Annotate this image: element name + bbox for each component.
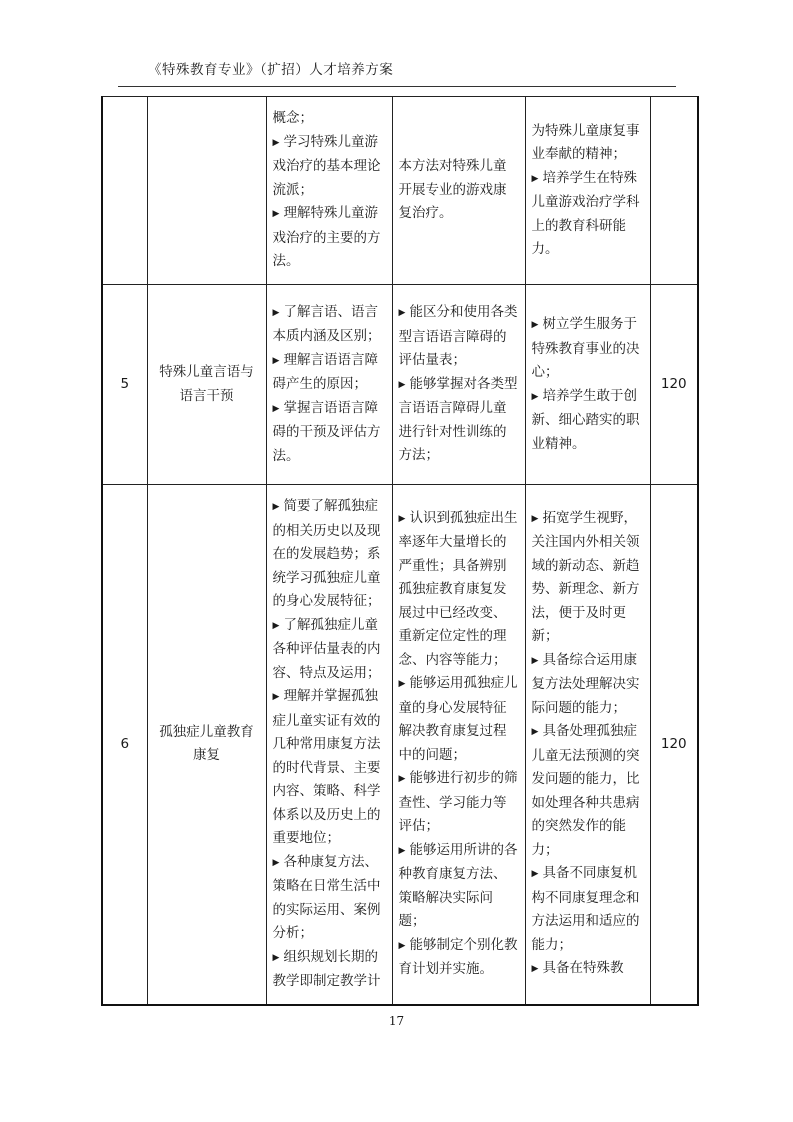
knowledge-item: ▶ 了解孤独症儿童各种评估量表的内容、特点及运用； — [272, 616, 381, 681]
quality-item: ▶ 具备处理孤独症儿童无法预测的突发问题的能力，比如处理各种共患病的突然发作的能力； — [531, 723, 640, 858]
knowledge-cell — [266, 285, 392, 485]
quality-item: ▶ 具备在特殊教 — [532, 957, 644, 982]
bullet-triangle-icon: ▶ — [531, 655, 539, 666]
bullet-triangle-icon: ▶ — [398, 845, 406, 856]
bullet-triangle-icon: ▶ — [272, 502, 280, 512]
course-hours: 120 — [650, 485, 698, 1005]
ability-item: ▶ 认识到孤独症出生率逐年大量增长的严重性；具备辨别孤独症教育康复发展过中已经改变、重新定位定性的理念、内容等能力； — [398, 509, 518, 668]
quality-cell — [525, 285, 650, 485]
quality-item: ▶ 拓宽学生视野，关注国内外相关领域的新动态、新趋势、新理念、新方法，便于及时更新； — [531, 509, 640, 645]
course-number: 6 — [102, 485, 147, 1005]
header-rule — [118, 86, 676, 87]
ability-item: ▶ 能区分和使用各类型言语语言障碍的评估量表； — [398, 304, 518, 369]
knowledge-item: ▶ 学习特殊儿童游戏治疗的基本理论流派； — [272, 133, 381, 198]
table-row — [102, 485, 698, 1005]
ability-item: ▶ 能够掌握对各类型言语语言障碍儿童进行针对性训练的方法； — [398, 375, 518, 464]
quality-item: ▶ 树立学生服务于特殊教育事业的决心； — [531, 316, 640, 380]
knowledge-item: ▶ 简要了解孤独症的相关历史以及现在的发展趋势；系统学习孤独症儿童的身心发展特征； — [272, 498, 381, 609]
bullet-triangle-icon: ▶ — [531, 964, 539, 975]
ability-cell — [392, 285, 525, 485]
bullet-triangle-icon: ▶ — [272, 307, 280, 318]
ability-item: ▶ 能够运用所讲的各种教育康复方法、策略解决实际问题； — [398, 841, 518, 930]
bullet-triangle-icon: ▶ — [398, 774, 406, 785]
bullet-triangle-icon: ▶ — [531, 869, 539, 880]
bullet-triangle-icon: ▶ — [398, 513, 406, 524]
course-number — [102, 97, 147, 285]
course-hours: 120 — [650, 285, 698, 485]
knowledge-item: ▶ 理解并掌握孤独症儿童实证有效的几种常用康复方法的时代背景、主要内容、策略、科学体系以及历史上的重要地位； — [272, 688, 381, 846]
bullet-triangle-icon: ▶ — [531, 391, 539, 402]
bullet-triangle-icon: ▶ — [272, 692, 280, 702]
knowledge-item: ▶ 掌握言语语言障碍的干预及评估方法。 — [272, 399, 381, 464]
ability-item: ▶ 能够进行初步的筛查性、学习能力等评估； — [398, 770, 518, 835]
course-name: 特殊儿童言语与语言干预 — [147, 285, 266, 485]
quality-item: ▶ 具备综合运用康复方法处理解决实际问题的能力； — [531, 651, 640, 716]
bullet-triangle-icon: ▶ — [398, 940, 406, 951]
quality-item: ▶ 培养学生在特殊儿童游戏治疗学科上的教育科研能力。 — [531, 169, 640, 257]
bullet-triangle-icon: ▶ — [398, 308, 406, 319]
ability-item: 本方法对特殊儿童开展专业的游戏康复治疗。 — [398, 158, 507, 222]
bullet-triangle-icon: ▶ — [272, 620, 280, 631]
ability-item: ▶ 能够制定个别化教育计划并实施。 — [398, 936, 518, 978]
knowledge-item: ▶ 理解言语语言障碍产生的原因； — [272, 351, 378, 393]
knowledge-item: ▶ 组织规划长期的教学即制定教学计 — [272, 948, 381, 989]
document-header: 《特殊教育专业》（扩招）人才培养方案 — [148, 62, 394, 78]
bullet-triangle-icon: ▶ — [531, 513, 539, 524]
bullet-triangle-icon: ▶ — [272, 857, 280, 868]
bullet-triangle-icon: ▶ — [531, 727, 539, 738]
quality-item: ▶ 培养学生敢于创新、细心踏实的职业精神。 — [531, 387, 640, 452]
bullet-triangle-icon: ▶ — [272, 209, 280, 220]
quality-item: 为特殊儿童康复事业奉献的精神； — [531, 122, 640, 162]
bullet-triangle-icon: ▶ — [398, 679, 406, 690]
knowledge-cell — [266, 485, 392, 1005]
table-row — [102, 285, 698, 485]
knowledge-item: ▶ 了解言语、语言本质内涵及区别； — [272, 303, 381, 345]
course-hours — [650, 97, 698, 285]
quality-cell — [525, 97, 650, 285]
ability-item: ▶ 能够运用孤独症儿童的身心发展特征解决教育康复过程中的问题； — [398, 675, 518, 763]
course-name: 孤独症儿童教育康复 — [147, 485, 266, 1005]
bullet-triangle-icon: ▶ — [531, 173, 539, 184]
bullet-triangle-icon: ▶ — [398, 379, 406, 390]
page-number: 17 — [388, 1014, 405, 1028]
bullet-triangle-icon: ▶ — [272, 355, 280, 366]
course-name — [147, 97, 266, 285]
ability-cell — [392, 485, 525, 1005]
curriculum-table — [101, 96, 699, 1006]
knowledge-item: ▶ 理解特殊儿童游戏治疗的主要的方法。 — [272, 205, 381, 270]
bullet-triangle-icon: ▶ — [272, 137, 280, 148]
quality-cell — [525, 485, 650, 1005]
knowledge-item: 概念； — [272, 110, 313, 127]
bullet-triangle-icon: ▶ — [531, 320, 539, 330]
table-row — [102, 97, 698, 285]
course-number: 5 — [102, 285, 147, 485]
bullet-triangle-icon: ▶ — [272, 403, 280, 414]
bullet-triangle-icon: ▶ — [272, 952, 280, 963]
knowledge-item: ▶ 各种康复方法、策略在日常生活中的实际运用、案例分析； — [272, 853, 381, 941]
ability-cell — [392, 97, 525, 285]
quality-item: ▶ 具备不同康复机构不同康复理念和方法运用和适应的能力； — [531, 865, 640, 953]
knowledge-cell — [266, 97, 392, 285]
